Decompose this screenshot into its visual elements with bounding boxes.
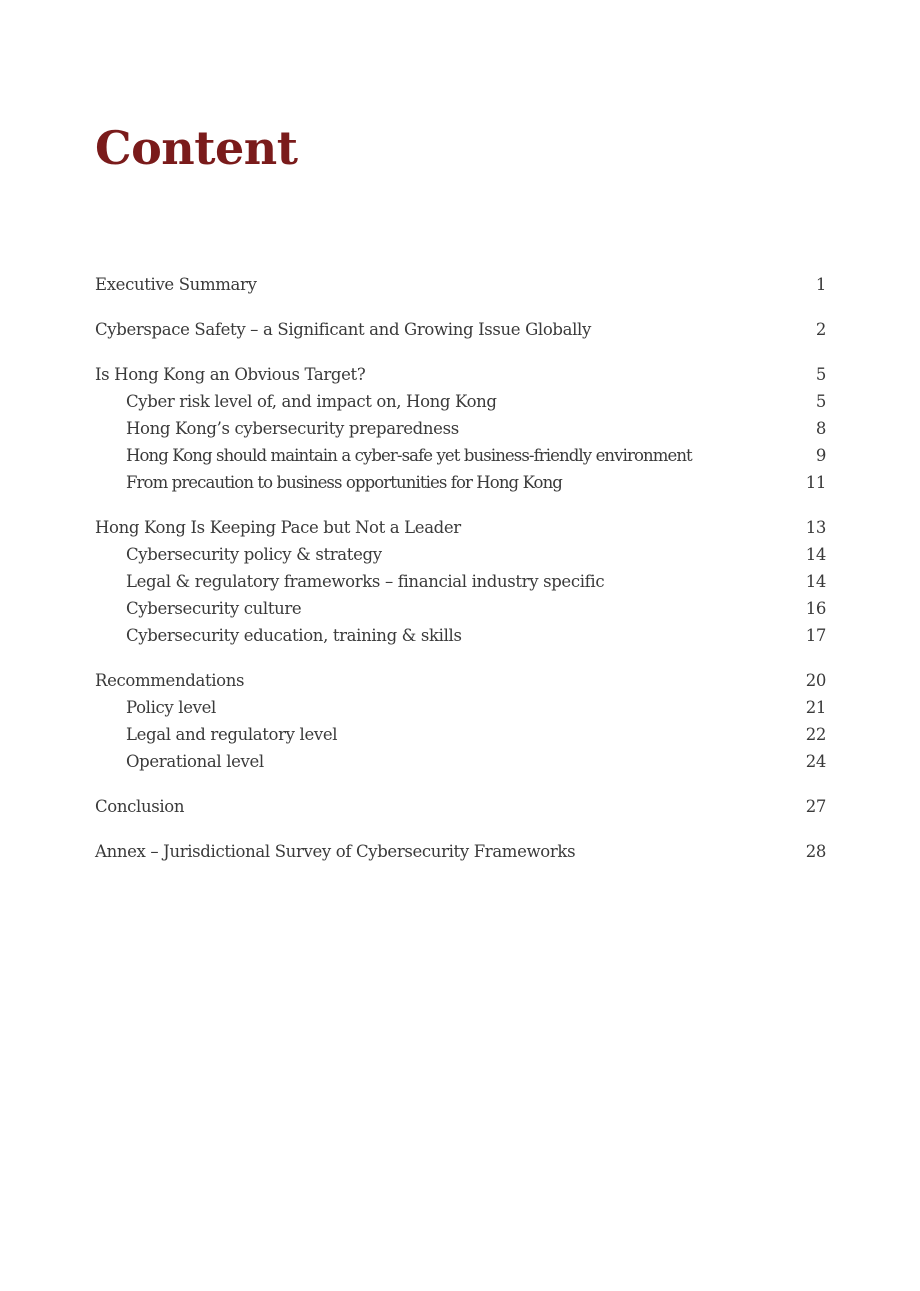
toc-subentry[interactable] — [95, 541, 826, 568]
toc-subentry-title: Cybersecurity culture — [126, 599, 302, 618]
toc-subentry[interactable] — [95, 595, 826, 622]
toc-subentry[interactable] — [95, 415, 826, 442]
toc-entry-page: 13 — [805, 518, 826, 537]
toc-subentry-page: 21 — [805, 698, 826, 717]
toc-subentry[interactable] — [95, 469, 826, 496]
toc-subentry-title: Cyber risk level of, and impact on, Hong Kong — [126, 392, 497, 411]
table-of-contents — [95, 271, 826, 883]
page-title: Content — [95, 121, 298, 175]
toc-subentry-page: 14 — [805, 572, 826, 591]
toc-entry-title: Conclusion — [95, 797, 185, 816]
toc-subentry[interactable] — [95, 388, 826, 415]
toc-subentry[interactable] — [95, 748, 826, 775]
toc-entry[interactable] — [95, 271, 826, 298]
toc-subentry-page: 22 — [805, 725, 826, 744]
toc-entry-page: 28 — [805, 842, 826, 861]
toc-subentry-page: 11 — [805, 473, 826, 492]
toc-subentry-page: 8 — [815, 419, 826, 438]
toc-entry[interactable] — [95, 514, 826, 541]
toc-section-annex — [95, 838, 826, 865]
toc-subentry-title: Hong Kong should maintain a cyber-safe yet business-friendly environment — [126, 446, 692, 465]
toc-entry[interactable] — [95, 316, 826, 343]
toc-entry-page: 1 — [815, 275, 826, 294]
toc-subentry-title: From precaution to business opportunities for Hong Kong — [126, 473, 562, 492]
toc-subentry-title: Legal & regulatory frameworks – financial industry specific — [126, 572, 605, 591]
toc-entry-title: Is Hong Kong an Obvious Target? — [95, 365, 366, 384]
toc-section-obvious-target — [95, 361, 826, 496]
toc-section-executive-summary — [95, 271, 826, 298]
toc-subentry-title: Cybersecurity education, training & skills — [126, 626, 462, 645]
toc-subentry[interactable] — [95, 442, 826, 469]
toc-entry-page: 5 — [815, 365, 826, 384]
toc-subentry-title: Legal and regulatory level — [126, 725, 338, 744]
toc-section-keeping-pace — [95, 514, 826, 649]
toc-subentry-page: 14 — [805, 545, 826, 564]
toc-subentry-page: 9 — [815, 446, 826, 465]
toc-subentry-page: 17 — [805, 626, 826, 645]
toc-entry-page: 2 — [815, 320, 826, 339]
toc-subentry-page: 5 — [815, 392, 826, 411]
toc-entry-page: 27 — [805, 797, 826, 816]
toc-entry[interactable] — [95, 667, 826, 694]
toc-section-cyberspace-safety — [95, 316, 826, 343]
toc-entry-title: Cyberspace Safety – a Significant and Growing Issue Globally — [95, 320, 591, 339]
toc-entry-title: Recommendations — [95, 671, 245, 690]
toc-entry[interactable] — [95, 838, 826, 865]
toc-subentry[interactable] — [95, 721, 826, 748]
toc-entry-page: 20 — [805, 671, 826, 690]
toc-subentry-title: Policy level — [126, 698, 216, 717]
toc-entry-title: Hong Kong Is Keeping Pace but Not a Leader — [95, 518, 461, 537]
toc-subentry-title: Cybersecurity policy & strategy — [126, 545, 382, 564]
toc-subentry-title: Operational level — [126, 752, 264, 771]
toc-subentry[interactable] — [95, 694, 826, 721]
toc-subentry-page: 16 — [805, 599, 826, 618]
toc-entry-title: Annex – Jurisdictional Survey of Cybersecurity Frameworks — [95, 842, 576, 861]
toc-entry-title: Executive Summary — [95, 275, 257, 294]
toc-subentry-page: 24 — [805, 752, 826, 771]
toc-section-conclusion — [95, 793, 826, 820]
toc-entry[interactable] — [95, 361, 826, 388]
toc-subentry[interactable] — [95, 568, 826, 595]
toc-subentry[interactable] — [95, 622, 826, 649]
toc-subentry-title: Hong Kong’s cybersecurity preparedness — [126, 419, 459, 438]
toc-section-recommendations — [95, 667, 826, 775]
toc-entry[interactable] — [95, 793, 826, 820]
